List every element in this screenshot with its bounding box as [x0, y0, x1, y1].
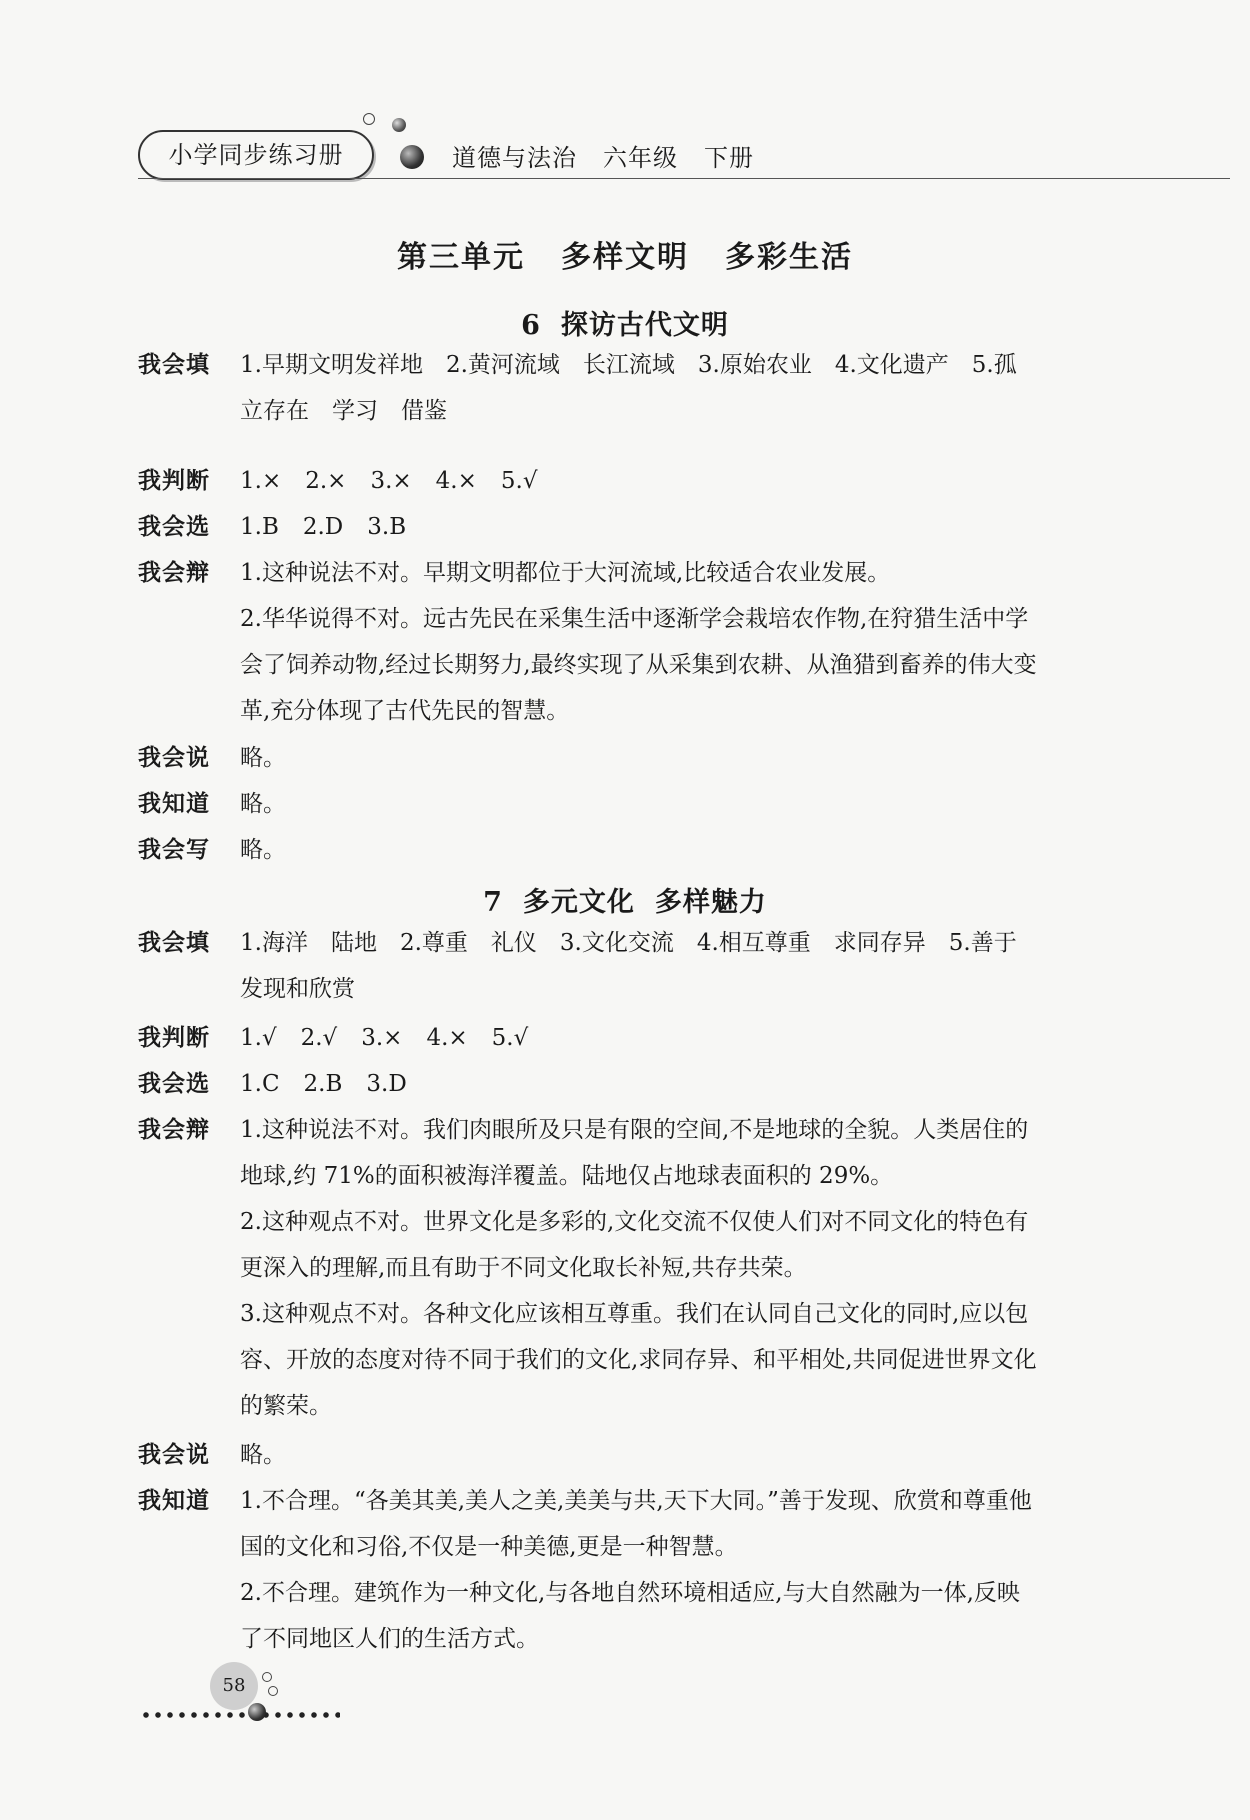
- answer-item: 1.×: [240, 468, 282, 494]
- section-label: 我会填: [138, 930, 210, 956]
- grade: 六年级: [603, 144, 678, 172]
- unit-number: 第三单元: [397, 240, 525, 275]
- answer-line: 1.这种说法不对。我们肉眼所及只是有限的空间,不是地球的全貌。人类居住的: [240, 1117, 1029, 1143]
- footer-decoration-dot-icon: [268, 1686, 278, 1696]
- lesson-name-part1: 多元文化: [522, 887, 635, 918]
- section-label: 我会填: [138, 352, 210, 378]
- section-label: 我判断: [138, 1025, 210, 1051]
- section-content: [240, 1015, 1140, 1061]
- answer-line: 立存在 学习 借鉴: [240, 398, 447, 424]
- answer-line: 发现和欣赏: [240, 976, 355, 1002]
- page-number: 58: [210, 1662, 258, 1710]
- answer-item: 3.D: [366, 1071, 407, 1097]
- section-label: 我会说: [138, 1442, 210, 1468]
- answer-item: 2.×: [305, 468, 347, 494]
- section-content: [240, 550, 1140, 734]
- answer-line: 容、开放的态度对待不同于我们的文化,求同存异、和平相处,共同促进世界文化: [240, 1347, 1037, 1373]
- subject-name: 道德与法治: [452, 144, 577, 172]
- section-content: [240, 504, 1140, 550]
- section-content: [240, 342, 1140, 434]
- section-label: 我知道: [138, 791, 210, 817]
- lesson-6-title: [0, 303, 1250, 342]
- section-label: 我会辩: [138, 560, 210, 586]
- unit-title: [0, 232, 1250, 276]
- section-label: 我会选: [138, 1071, 210, 1097]
- answer-line: 的繁荣。: [240, 1393, 332, 1419]
- answer-item: 5.√: [500, 468, 538, 494]
- answer-item: 3.×: [370, 468, 412, 494]
- page-header: [0, 0, 1250, 200]
- answer-item: 3.×: [361, 1025, 403, 1051]
- answer-item: 4.×: [426, 1025, 468, 1051]
- answer-item: 2.B: [303, 1071, 343, 1097]
- answer-line: 2.这种观点不对。世界文化是多彩的,文化交流不仅使人们对不同文化的特色有: [240, 1209, 1029, 1235]
- answer-item: 2.√: [300, 1025, 338, 1051]
- answer-line: 1.早期文明发祥地 2.黄河流域 长江流域 3.原始农业 4.文化遗产 5.孤: [240, 352, 1017, 378]
- answer-line: 2.不合理。建筑作为一种文化,与各地自然环境相适应,与大自然融为一体,反映: [240, 1580, 1020, 1606]
- section-label: 我会辩: [138, 1117, 210, 1143]
- unit-title-part1: 多样文明: [561, 240, 689, 275]
- header-ball-icon: [400, 145, 424, 169]
- answer-item: 1.C: [240, 1071, 280, 1097]
- answer-line: 了不同地区人们的生活方式。: [240, 1626, 539, 1652]
- footer-dotted-line: [140, 1712, 340, 1718]
- section-content: [240, 920, 1140, 1012]
- answer-item: 1.√: [240, 1025, 277, 1051]
- answer-line: 1.不合理。“各美其美,美人之美,美美与共,天下大同。”善于发现、欣赏和尊重他: [240, 1488, 1032, 1514]
- answer-line: 1.这种说法不对。早期文明都位于大河流域,比较适合农业发展。: [240, 560, 891, 586]
- section-label: 我会写: [138, 837, 210, 863]
- answer-item: 3.B: [367, 514, 407, 540]
- volume: 下册: [704, 144, 754, 172]
- answer-item: 2.D: [302, 514, 344, 540]
- subject-line: [452, 138, 780, 173]
- header-decoration-ball-icon: [392, 118, 406, 132]
- book-title: 小学同步练习册: [138, 130, 374, 180]
- answer-line: 国的文化和习俗,不仅是一种美德,更是一种智慧。: [240, 1534, 738, 1560]
- section-content: 略。: [240, 1442, 286, 1468]
- unit-title-part2: 多彩生活: [725, 240, 853, 275]
- header-decoration-dot-icon: [363, 113, 375, 125]
- section-label: 我知道: [138, 1488, 210, 1514]
- footer-decoration-dot-icon: [262, 1672, 272, 1682]
- lesson-number: 7: [483, 887, 503, 918]
- answer-line: 地球,约 71%的面积被海洋覆盖。陆地仅占地球表面积的 29%。: [240, 1163, 894, 1189]
- section-content: 略。: [240, 791, 286, 817]
- answer-line: 3.这种观点不对。各种文化应该相互尊重。我们在认同自己文化的同时,应以包: [240, 1301, 1029, 1327]
- lesson-name-part2: 多样魅力: [654, 887, 767, 918]
- section-content: [240, 1107, 1140, 1429]
- answer-item: 1.B: [240, 514, 279, 540]
- answer-item: 5.√: [491, 1025, 529, 1051]
- header-divider: [138, 178, 1230, 179]
- answer-line: 更深入的理解,而且有助于不同文化取长补短,共存共荣。: [240, 1255, 807, 1281]
- lesson-number: 6: [521, 310, 541, 341]
- section-label: 我判断: [138, 468, 210, 494]
- footer-ball-icon: [248, 1703, 266, 1721]
- answer-item: 4.×: [435, 468, 477, 494]
- section-label: 我会说: [138, 745, 210, 771]
- lesson-name: 探访古代文明: [560, 310, 729, 341]
- answer-line: 1.海洋 陆地 2.尊重 礼仪 3.文化交流 4.相互尊重 求同存异 5.善于: [240, 930, 1017, 956]
- answer-line: 2.华华说得不对。远古先民在采集生活中逐渐学会栽培农作物,在狩猎生活中学: [240, 606, 1029, 632]
- section-content: 略。: [240, 837, 286, 863]
- answer-line: 革,充分体现了古代先民的智慧。: [240, 698, 570, 724]
- section-content: [240, 1061, 1140, 1107]
- section-content: [240, 1478, 1140, 1662]
- section-content: [240, 458, 1140, 504]
- section-label: 我会选: [138, 514, 210, 540]
- lesson-7-title: [0, 880, 1250, 919]
- section-content: 略。: [240, 745, 286, 771]
- answer-line: 会了饲养动物,经过长期努力,最终实现了从采集到农耕、从渔猎到畜养的伟大变: [240, 652, 1037, 678]
